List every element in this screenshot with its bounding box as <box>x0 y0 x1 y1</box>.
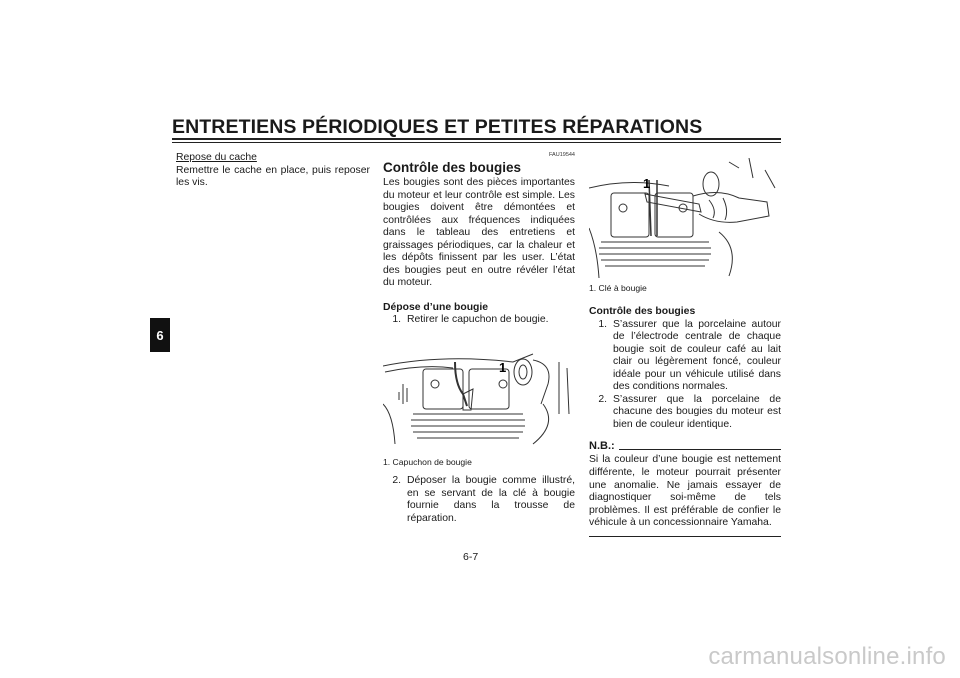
check-step <box>589 319 781 394</box>
check-heading: Contrôle des bougies <box>589 306 696 317</box>
page-title: ENTRETIENS PÉRIODIQUES ET PETITES RÉPARATIONS <box>172 116 703 138</box>
step-text: S’assurer que la porcelaine autour de l’électrode centrale de chaque bougie soit de couleur café au lait clair ou légèrement foncé, couleur idéale pour un véhicule utilisé dans des conditions normales. <box>613 318 781 393</box>
spark-plug-cap-figure <box>383 344 575 454</box>
middle-column <box>383 152 575 525</box>
header-rule-thick <box>172 138 781 140</box>
step-text: Déposer la bougie comme illustré, en se servant de la clé à bougie fournie dans la trousse de réparation. <box>407 475 575 524</box>
removal-step <box>383 475 575 525</box>
step-text: S’assurer que la porcelaine de chacune des bougies du moteur est bien de couleur identique. <box>613 393 781 430</box>
right-column <box>589 152 781 537</box>
section-title: Contrôle des bougies <box>383 160 522 175</box>
page-number: 6-7 <box>463 551 479 563</box>
spark-plug-wrench-figure <box>589 158 781 280</box>
note-end-rule <box>589 536 781 537</box>
note-rule <box>619 449 781 450</box>
removal-heading: Dépose d’une bougie <box>383 301 489 313</box>
note-label: N.B.: <box>589 440 615 453</box>
step-number: 1. <box>598 318 607 330</box>
watermark: carmanualsonline.info <box>708 643 946 670</box>
step-number: 1. <box>392 314 401 326</box>
note-text: Si la couleur d’une bougie est nettement différente, le moteur pourrait présenter une anomalie. Ne jamais essayer de diagnostiquer soi-même de tels problèmes. Il est préférable de confier le véhicule à un concessionnaire Yamaha. <box>589 454 781 529</box>
figure-caption: 1. Capuchon de bougie <box>383 457 472 468</box>
figure-callout: 1 <box>643 176 651 191</box>
step-number: 2. <box>598 393 607 405</box>
section-intro: Les bougies sont des pièces importantes du moteur et leur contrôle est simple. Les bougies doivent être démontées et contrôlées aux fréquences indiquées dans le tableau des entretiens et graissages périodiques, car la chaleur et les dépôts finissent par les user. L’état des bougies peut en outre révéler l’état du moteur. <box>383 177 575 289</box>
chapter-tab: 6 <box>150 318 170 352</box>
header-rule-thin <box>172 142 781 143</box>
engine-cap-illustration <box>383 344 575 454</box>
note-header <box>589 440 781 452</box>
figure-callout: 1 <box>499 360 507 376</box>
check-step <box>589 394 781 432</box>
cover-install-text: Remettre le cache en place, puis reposer les vis. <box>176 164 370 189</box>
step-number: 2. <box>392 475 401 487</box>
reference-code: FAU19544 <box>549 152 575 158</box>
cover-install-heading: Repose du cache <box>176 152 257 163</box>
wrench-illustration <box>589 158 781 280</box>
left-column <box>176 152 370 190</box>
figure-caption: 1. Clé à bougie <box>589 283 647 293</box>
step-text: Retirer le capuchon de bougie. <box>407 314 549 326</box>
removal-step <box>383 314 575 327</box>
